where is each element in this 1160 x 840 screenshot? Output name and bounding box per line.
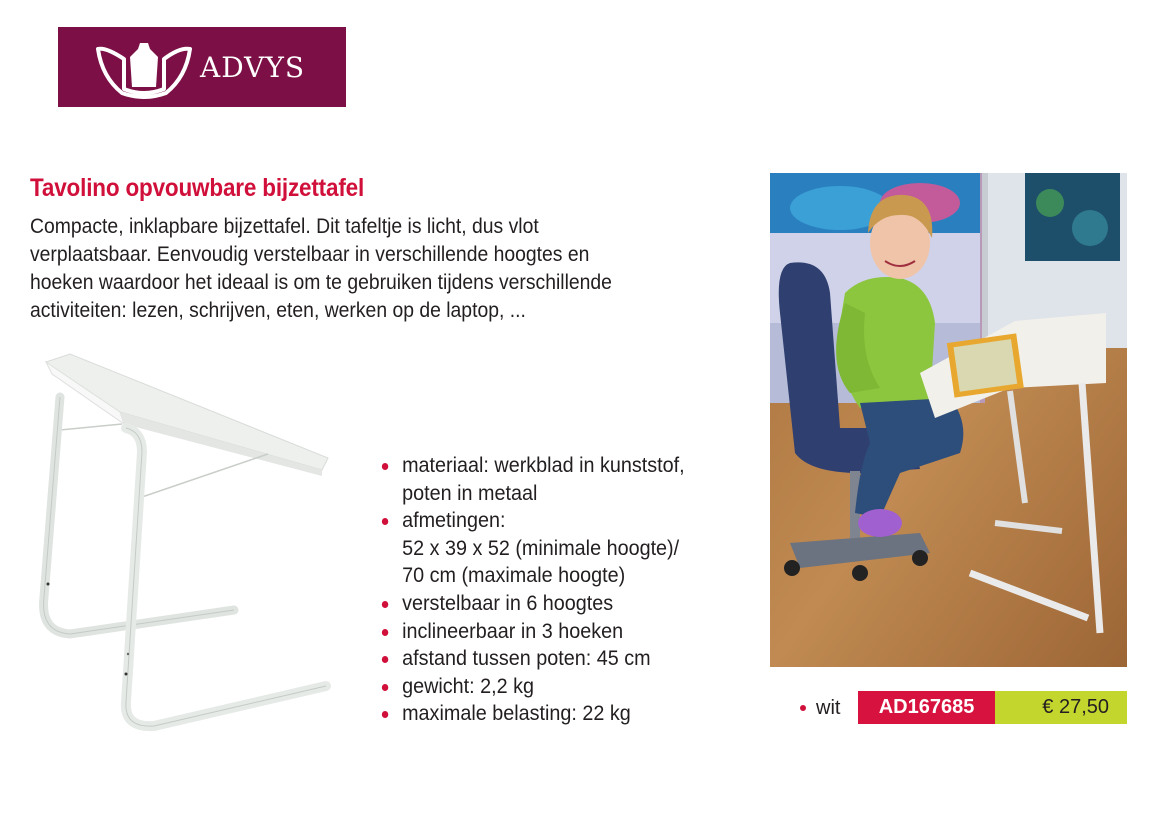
brand-logo xyxy=(58,27,346,107)
spec-item: inclineerbaar in 3 hoeken xyxy=(380,618,766,646)
spec-item: gewicht: 2,2 kg xyxy=(380,673,766,701)
spec-item: afstand tussen poten: 45 cm xyxy=(380,645,766,673)
brand-name: ADVYS xyxy=(200,51,306,84)
price-badge: € 27,50 xyxy=(995,691,1127,724)
spec-item: afmetingen: 52 x 39 x 52 (minimale hoogte)/ 70 cm (maximale hoogte) xyxy=(380,507,766,590)
lifestyle-photo-illustration xyxy=(770,173,1127,667)
spec-item: verstelbaar in 6 hoogtes xyxy=(380,590,766,618)
description-line: hoeken waardoor het ideaal is om te gebruiken tijdens verschillende xyxy=(30,270,612,294)
description-line: Compacte, inklapbare bijzettafel. Dit tafeltje is licht, dus vlot xyxy=(30,214,539,238)
product-code-badge: AD167685 xyxy=(858,691,995,724)
product-title: Tavolino opvouwbare bijzettafel xyxy=(30,174,365,202)
spec-item: materiaal: werkblad in kunststof, poten in metaal xyxy=(380,452,766,507)
folding-table-image xyxy=(30,352,350,742)
description-line: activiteiten: lezen, schrijven, eten, werken op de laptop, ... xyxy=(30,298,526,322)
description-line: verplaatsbaar. Eenvoudig verstelbaar in verschillende hoogtes en xyxy=(30,242,590,266)
person-in-hammock-icon xyxy=(94,37,194,99)
spec-list xyxy=(380,452,766,728)
variant-label: wit xyxy=(800,696,840,720)
lifestyle-photo xyxy=(770,173,1127,667)
product-description xyxy=(30,212,732,324)
spec-item: maximale belasting: 22 kg xyxy=(380,700,766,728)
